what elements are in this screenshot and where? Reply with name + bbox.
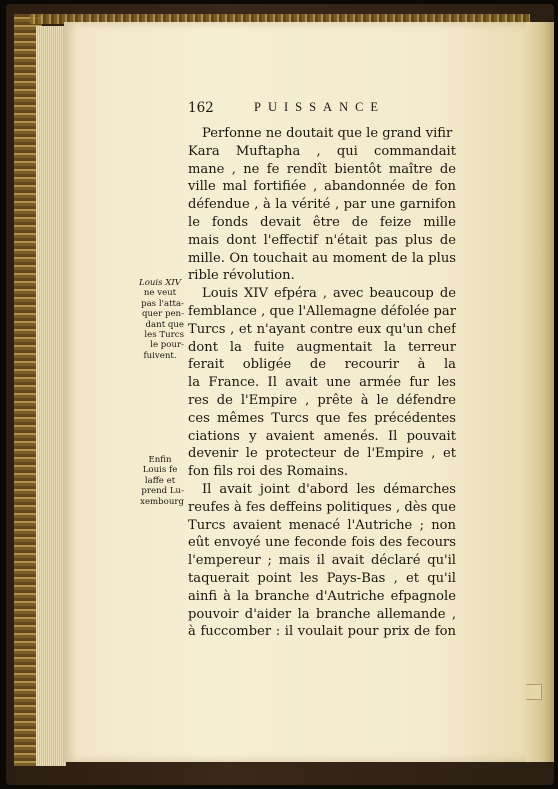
- text-line: devenir le protecteur de l'Empire , et: [188, 446, 456, 462]
- text-line: Louis XIV efpéra , avec beaucoup de: [202, 286, 456, 302]
- text-line: femblance , que l'Allemagne défolée par: [188, 303, 456, 319]
- margin-note-line: quer pen-: [142, 309, 184, 320]
- margin-note-louis-xiv: [136, 278, 184, 361]
- margin-note-line: xembourg: [140, 496, 184, 507]
- text-line: Kara Muftapha , qui commandait: [188, 143, 456, 159]
- margin-note-line: ne veut: [143, 288, 177, 299]
- margin-note-line: dant que: [145, 319, 184, 330]
- text-line: ces mêmes Turcs que fes précédentes: [188, 410, 456, 426]
- text-line: ainfi à la branche d'Autriche efpagnole: [188, 588, 456, 604]
- margin-note-line: Louis fe: [142, 465, 178, 476]
- margin-note-line: le pour-: [150, 340, 184, 351]
- text-line: res de l'Empire , prête à le défendre: [188, 392, 456, 408]
- margin-note-line: prend Lu-: [141, 486, 184, 497]
- text-line: Perfonne ne doutait que le grand vifir: [202, 126, 453, 141]
- margin-note-line: les Turcs: [144, 330, 184, 341]
- page-block-edge: [36, 26, 66, 766]
- page-header: [188, 100, 428, 120]
- text-line: dont la fuite augmentait la terreur: [188, 339, 456, 355]
- margin-note-line: fuivent.: [143, 350, 177, 361]
- text-line: reufes à fes deffeins politiques , dès que: [188, 499, 456, 515]
- text-line: mais dont l'effectif n'était pas plus de: [188, 232, 456, 248]
- text-line: mane , ne fe rendît bientôt maître de: [188, 161, 456, 177]
- right-page-edge: [524, 22, 554, 762]
- text-line: mille. On touchait au moment de la plus: [188, 250, 456, 266]
- text-line: ville mal fortifiée , abandonnée de fon: [188, 179, 456, 195]
- margin-note-line: Louis XIV: [138, 278, 182, 288]
- text-line: à fuccomber : il voulait pour prix de fon: [188, 624, 456, 640]
- running-head: PUISSANCE: [254, 100, 386, 114]
- text-line: pouvoir d'aider la branche allemande ,: [188, 606, 456, 622]
- text-line: Turcs , et n'ayant contre eux qu'un chef: [188, 321, 456, 337]
- margin-note-luxembourg: [136, 455, 184, 507]
- page-number: 162: [188, 100, 214, 116]
- body-text: [188, 125, 456, 641]
- text-line: le fonds devait être de feize mille: [188, 214, 456, 230]
- text-line: ferait obligée de recourir à la: [188, 357, 456, 373]
- text-line: fon fils roi des Romains.: [188, 464, 349, 480]
- text-line: la France. Il avait une armée fur les: [188, 375, 456, 391]
- text-line: Turcs avaient menacé l'Autriche ; non: [188, 517, 456, 533]
- text-line: eût envoyé une feconde fois des fecours: [188, 535, 456, 551]
- margin-note-line: laffe et: [144, 475, 176, 486]
- text-line: l'empereur ; mais il avait déclaré qu'il: [188, 553, 456, 569]
- text-line: Il avait joint d'abord les démarches: [202, 481, 456, 497]
- text-line: rible révolution.: [188, 268, 295, 284]
- margin-note-line: pas l'atta-: [141, 298, 184, 309]
- text-line: ciations y avaient amenés. Il pouvait: [188, 428, 456, 444]
- text-line: taquerait point les Pays-Bas , et qu'il: [188, 570, 456, 586]
- margin-note-line: Enfin: [148, 455, 172, 465]
- text-line: défendue , à la vérité , par une garnifon: [188, 197, 456, 213]
